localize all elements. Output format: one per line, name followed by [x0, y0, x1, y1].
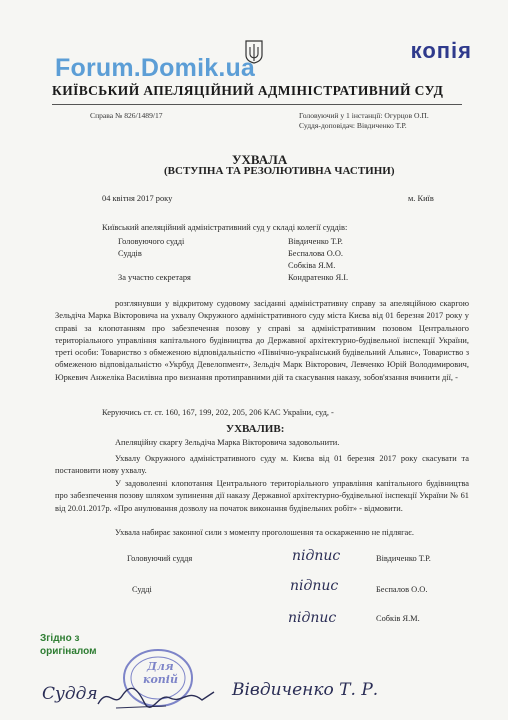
judges-label: Суддів	[118, 249, 142, 258]
document-subtitle: (ВСТУПНА ТА РЕЗОЛЮТИВНА ЧАСТИНИ)	[164, 165, 395, 177]
certified-stamp	[40, 632, 97, 658]
judge2-name: Собківа Я.М.	[288, 261, 336, 270]
sign-judge1-name: Беспалов О.О.	[376, 585, 428, 594]
round-seal-line1: Для	[147, 660, 174, 673]
document-title: УХВАЛА	[232, 152, 288, 167]
signature-presiding: підпис	[292, 548, 341, 564]
judge1-name: Беспалова О.О.	[288, 249, 344, 258]
presiding-name: Вівдиченко Т.Р.	[288, 237, 343, 246]
panel-intro: Київський апеляційний адміністративний суд у складі колегії суддів:	[102, 223, 348, 232]
certified-line1: Згідно з	[40, 633, 80, 644]
copy-stamp: копія	[410, 38, 472, 63]
guided-by: Керуючись ст. ст. 160, 167, 199, 202, 205, 206 КАС України, суд, -	[102, 408, 334, 417]
signature-judge1: підпис	[290, 578, 339, 594]
resolution-3: У задоволенні клопотання Центрального територіального управління капітального будівництва про забезпечення позову шляхом зупинення дії наказу Державної архітектурно-будівельної інспекції України № 61 від 20.01.2017р. «Про анулювання дозволу на початок виконання будівельних робіт» - відмовити.	[55, 479, 469, 513]
round-seal-line2: копій	[143, 673, 178, 686]
sign-judge2-name: Собків Я.М.	[376, 614, 420, 623]
sign-presiding-name: Вівдиченко Т.Р.	[376, 554, 431, 563]
case-number: Справа № 826/1489/17	[90, 111, 163, 120]
handwritten-signature	[96, 682, 216, 712]
sign-presiding-label: Головуючий суддя	[127, 554, 193, 563]
watermark: Forum.Domik.ua	[55, 54, 256, 82]
court-name: КИЇВСЬКИЙ АПЕЛЯЦІЙНИЙ АДМІНІСТРАТИВНИЙ СУД	[52, 83, 444, 98]
resolution-4: Ухвала набирає законної сили з моменту проголошення та оскарженню не підлягає.	[115, 528, 414, 537]
first-instance-judge: Головуючий у 1 інстанції: Огурцов О.П.	[299, 111, 429, 120]
resolution-2: Ухвалу Окружного адміністративного суду м. Києва від 01 березня 2017 року скасувати та постановити нову ухвалу.	[55, 454, 469, 476]
document-date: 04 квітня 2017 року	[102, 194, 173, 203]
resolution-1: Апеляційну скаргу Зельдіча Марка Вікторовича задовольнити.	[115, 438, 340, 447]
document-city: м. Київ	[408, 194, 434, 203]
sign-judges-label: Судді	[132, 585, 152, 594]
header-divider	[52, 104, 462, 105]
certified-line2: оригіналом	[40, 646, 97, 657]
handwritten-name: Вівдиченко Т. Р.	[232, 680, 379, 700]
main-paragraph-text: розглянувши у відкритому судовому засіданні адміністративну справу за апеляційною скаргою Зельдіча Марка Вікторовича на ухвалу Окружного адміністративного суду міста Києва від 01 березня 2017 року у справі за клопотанням про забезпечення позову у справі за адміністративним позовом Центрального територіального управління капітального будівництва до Державної архітектурно-будівельної інспекції України, треті особи: Товариство з обмеженою відповідальністю «Північно-український будівельний Альянс», Товариство з обмеженою відповідальністю «Укрбуд Девелопмент», Зельдіч Марк Вікторович, Левченко Юрій Володимирович, Юркевич Анжеліка Василівна про визнання протиправними дій та скасування наказу, зобов'язання вчинити дії, -	[55, 299, 469, 382]
secretary-label: За участю секретаря	[118, 273, 191, 282]
signature-judge2: підпис	[288, 610, 337, 626]
reporting-judge: Суддя-доповідач: Вівдиченко Т.Р.	[299, 121, 407, 130]
presiding-label: Головуючого судді	[118, 237, 185, 246]
handwritten-judge: Суддя	[42, 684, 98, 704]
main-paragraph	[55, 298, 469, 384]
resolved-title: УХВАЛИВ:	[226, 423, 285, 435]
secretary-name: Кондратенко Я.І.	[288, 273, 349, 282]
